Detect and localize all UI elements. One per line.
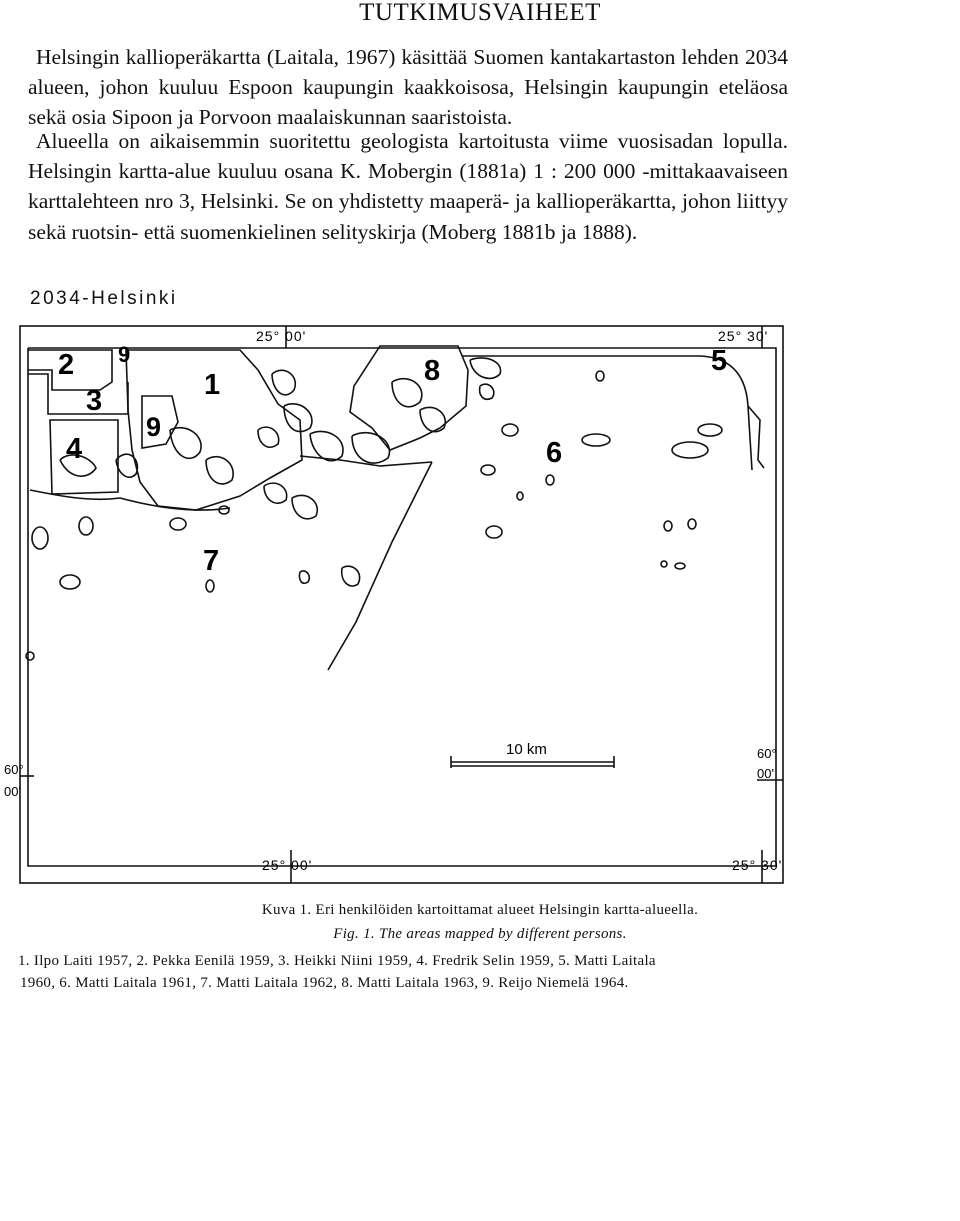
- coord-top-right: 25° 30': [718, 328, 769, 344]
- map-frame-outer: [20, 326, 783, 883]
- scale-label: 10 km: [506, 741, 547, 758]
- paragraph-2: Alueella on aikaisemmin suoritettu geologista kartoitusta viime vuosisadan lopulla. Helsingin kartta-alue kuuluu osana K. Mobergin (1881a) 1 : 200 000 -mittakaavaiseen karttalehteen nro 3, Helsinki. Se on yhdistetty maaperä- ja kallioperäkartta, johon liittyy sekä ruotsin- että suomenkielinen selityskirja (Moberg 1881b ja 1888).: [28, 129, 788, 244]
- area-label-1: 1: [204, 369, 221, 401]
- area-label-6: 6: [546, 437, 563, 469]
- map-figure: [0, 310, 960, 900]
- coord-bottom-left: 25° 00': [262, 857, 313, 873]
- area-label-9-small: 9: [118, 342, 131, 367]
- map-title: 2034-Helsinki: [30, 288, 178, 309]
- area-label-8: 8: [424, 355, 441, 387]
- lat-left-min: 00': [4, 784, 21, 799]
- figure-caption-finnish: Kuva 1. Eri henkilöiden kartoittamat alueet Helsingin kartta-alueella.: [261, 902, 699, 918]
- legend-line-1: 1. Ilpo Laiti 1957, 2. Pekka Eenilä 1959, 3. Heikki Niini 1959, 4. Fredrik Selin 1959, 5. Matti Laitala: [18, 953, 656, 969]
- area-label-7: 7: [203, 545, 220, 577]
- area-7-boundary: [328, 462, 432, 670]
- area-3-boundary: [28, 374, 128, 414]
- legend-line-2: 1960, 6. Matti Laitala 1961, 7. Matti Laitala 1962, 8. Matti Laitala 1963, 9. Reijo Niemelä 1964.: [20, 975, 629, 991]
- paragraph-1: Helsingin kallioperäkartta (Laitala, 1967) käsittää Suomen kantakartaston lehden 2034 alueen, johon kuuluu Espoon kaupungin kaakkoisosa, Helsingin kaupungin eteläosa sekä osia Sipoon ja Porvoon maalaiskunnan saaristoista.: [28, 45, 788, 130]
- area-label-9: 9: [146, 412, 162, 442]
- area-label-2: 2: [58, 349, 75, 381]
- lat-left-deg: 60°: [4, 762, 24, 777]
- area-label-4: 4: [66, 433, 83, 465]
- section-heading: TUTKIMUSVAIHEET: [359, 0, 601, 26]
- area-5-boundary: [462, 356, 752, 470]
- lat-right-deg: 60°: [757, 746, 777, 761]
- coord-bottom-right: 25° 30': [732, 857, 783, 873]
- coord-top-left: 25° 00': [256, 328, 307, 344]
- area-label-3: 3: [86, 385, 103, 417]
- map-frame-inner: [28, 348, 776, 866]
- area-8-boundary: [350, 346, 468, 450]
- area-label-5: 5: [711, 345, 728, 377]
- lat-right-min: 00': [757, 766, 774, 781]
- figure-legend: [18, 950, 788, 994]
- figure-caption-english: Fig. 1. The areas mapped by different persons.: [333, 926, 627, 942]
